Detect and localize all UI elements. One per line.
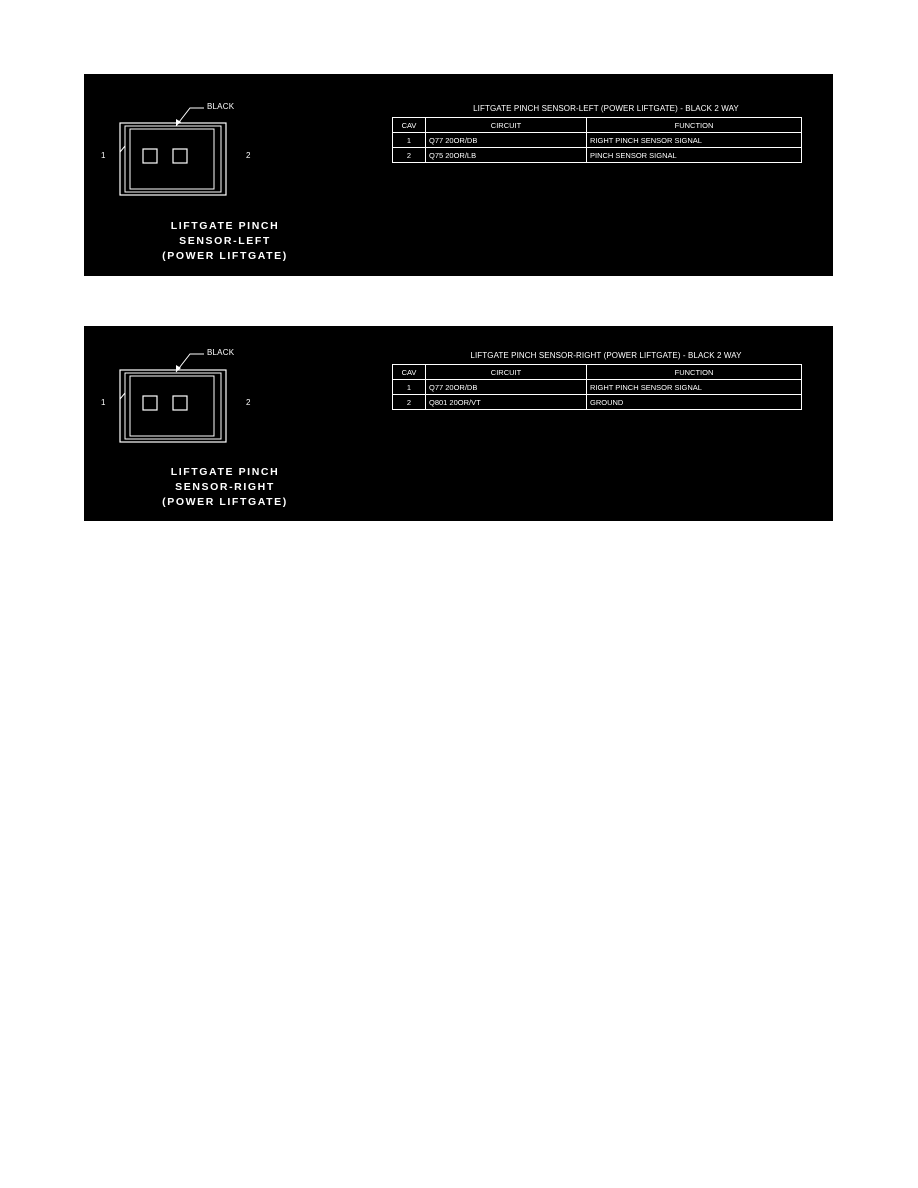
table-title: LIFTGATE PINCH SENSOR-LEFT (POWER LIFTGATE) - BLACK 2 WAY [473, 104, 739, 113]
pin-label-1: 1 [101, 398, 106, 407]
connector-latch [120, 393, 125, 442]
cell-circuit: Q75 20OR/LB [426, 148, 587, 163]
header-function: FUNCTION [587, 365, 802, 380]
cell-function: RIGHT PINCH SENSOR SIGNAL [587, 133, 802, 148]
header-cav: CAV [393, 365, 426, 380]
header-circuit: CIRCUIT [426, 118, 587, 133]
cell-cav: 1 [393, 133, 426, 148]
table-row [393, 395, 802, 410]
connector-panel-right [84, 326, 833, 521]
table-header-row [393, 365, 802, 380]
caption-line-1: LIFTGATE PINCH [170, 220, 280, 232]
cavity-2 [173, 149, 187, 163]
leader-line [176, 354, 204, 372]
pinout-table [392, 117, 802, 163]
caption-line-3: (POWER LIFTGATE) [162, 250, 288, 262]
header-function: FUNCTION [587, 118, 802, 133]
pin-label-2: 2 [246, 398, 251, 407]
connector-panel-left [84, 74, 833, 276]
caption-line-2: SENSOR-LEFT [179, 235, 271, 247]
cell-circuit: Q77 20OR/DB [426, 133, 587, 148]
color-label: BLACK [207, 348, 235, 357]
color-label: BLACK [207, 102, 235, 111]
connector-caption [84, 219, 366, 264]
cell-function: RIGHT PINCH SENSOR SIGNAL [587, 380, 802, 395]
table-row [393, 148, 802, 163]
pinout-table [392, 364, 802, 410]
pin-label-1: 1 [101, 151, 106, 160]
cell-circuit: Q801 20OR/VT [426, 395, 587, 410]
table-title: LIFTGATE PINCH SENSOR-RIGHT (POWER LIFTGATE) - BLACK 2 WAY [470, 351, 742, 360]
table-row [393, 133, 802, 148]
cavity-1 [143, 149, 157, 163]
cavity-2 [173, 396, 187, 410]
cell-cav: 2 [393, 148, 426, 163]
caption-line-3: (POWER LIFTGATE) [162, 496, 288, 508]
cell-cav: 1 [393, 380, 426, 395]
header-circuit: CIRCUIT [426, 365, 587, 380]
header-cav: CAV [393, 118, 426, 133]
caption-line-1: LIFTGATE PINCH [170, 466, 280, 478]
connector-latch [120, 146, 125, 195]
cavity-1 [143, 396, 157, 410]
cell-circuit: Q77 20OR/DB [426, 380, 587, 395]
cell-function: PINCH SENSOR SIGNAL [587, 148, 802, 163]
table-row [393, 380, 802, 395]
cell-function: GROUND [587, 395, 802, 410]
pin-label-2: 2 [246, 151, 251, 160]
table-header-row [393, 118, 802, 133]
connector-caption [84, 465, 366, 510]
cell-cav: 2 [393, 395, 426, 410]
caption-line-2: SENSOR-RIGHT [175, 481, 275, 493]
